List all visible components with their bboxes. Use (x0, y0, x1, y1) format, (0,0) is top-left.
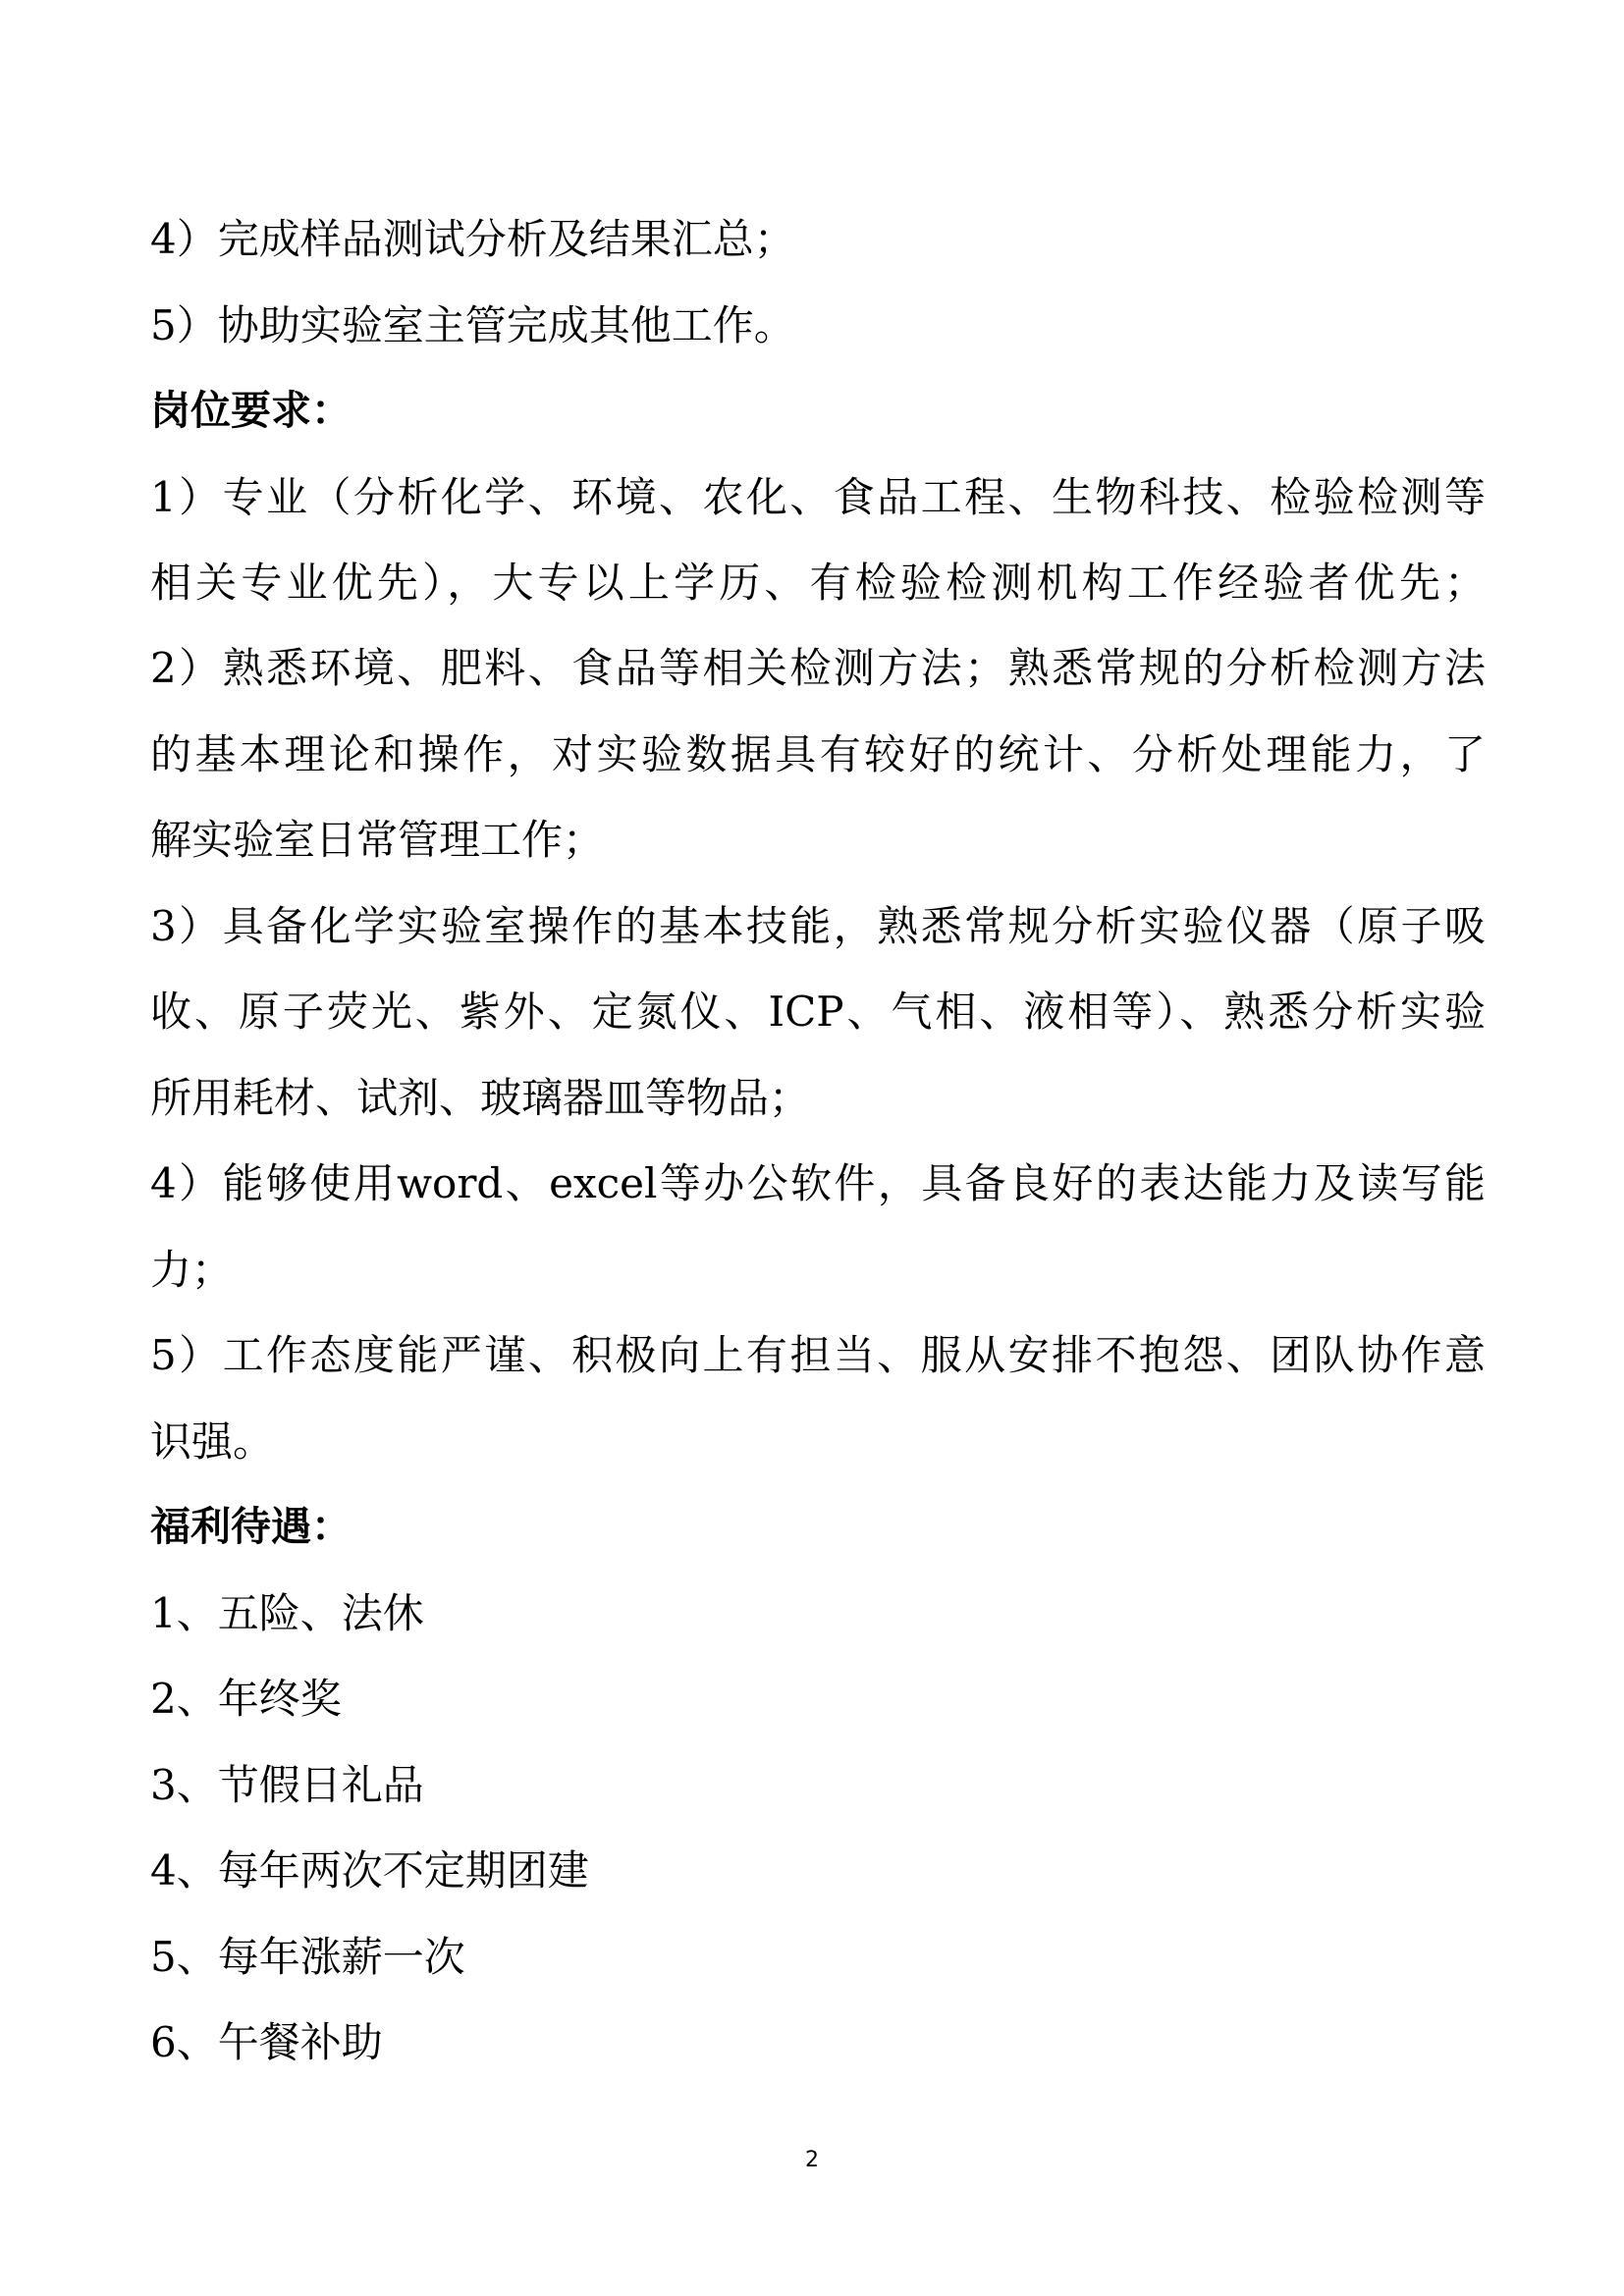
benefit-item-4: 4、每年两次不定期团建 (150, 1846, 589, 1895)
requirement-4-line-2: 力； (150, 1246, 234, 1294)
benefit-item-2: 2、年终奖 (150, 1675, 342, 1723)
duty-item-5: 5）协助实验室主管完成其他工作。 (150, 301, 795, 349)
requirement-2-line-1: 2）熟悉环境、肥料、食品等相关检测方法；熟悉常规的分析检测方法 (150, 644, 1486, 692)
benefit-item-6: 6、午餐补助 (150, 2018, 383, 2066)
requirement-4-line-1: 4）能够使用word、excel等办公软件，具备良好的表达能力及读写能 (150, 1159, 1486, 1207)
section-heading-requirements: 岗位要求： (150, 387, 352, 434)
requirement-3-line-3: 所用耗材、试剂、玻璃器皿等物品； (150, 1074, 811, 1122)
requirement-1-line-2: 相关专业优先），大专以上学历、有检验检测机构工作经验者优先； (150, 559, 1486, 607)
requirement-5-line-2: 识强。 (150, 1417, 275, 1466)
benefit-item-1: 1、五险、法休 (150, 1589, 424, 1637)
section-heading-benefits: 福利待遇： (150, 1503, 352, 1550)
page-number: 2 (805, 2148, 819, 2172)
requirement-2-line-2: 的基本理论和操作，对实验数据具有较好的统计、分析处理能力，了 (150, 730, 1486, 778)
requirement-1-line-1: 1）专业（分析化学、环境、农化、食品工程、生物科技、检验检测等 (150, 473, 1486, 521)
benefit-item-5: 5、每年涨薪一次 (150, 1933, 465, 1981)
requirement-3-line-1: 3）具备化学实验室操作的基本技能，熟悉常规分析实验仪器（原子吸 (150, 902, 1486, 950)
benefit-item-3: 3、节假日礼品 (150, 1761, 424, 1809)
requirement-3-line-2: 收、原子荧光、紫外、定氮仪、ICP、气相、液相等）、熟悉分析实验 (150, 988, 1486, 1036)
duty-item-4: 4）完成样品测试分析及结果汇总； (150, 215, 795, 263)
requirement-5-line-1: 5）工作态度能严谨、积极向上有担当、服从安排不抱怨、团队协作意 (150, 1331, 1486, 1379)
requirement-2-line-3: 解实验室日常管理工作； (150, 816, 605, 864)
